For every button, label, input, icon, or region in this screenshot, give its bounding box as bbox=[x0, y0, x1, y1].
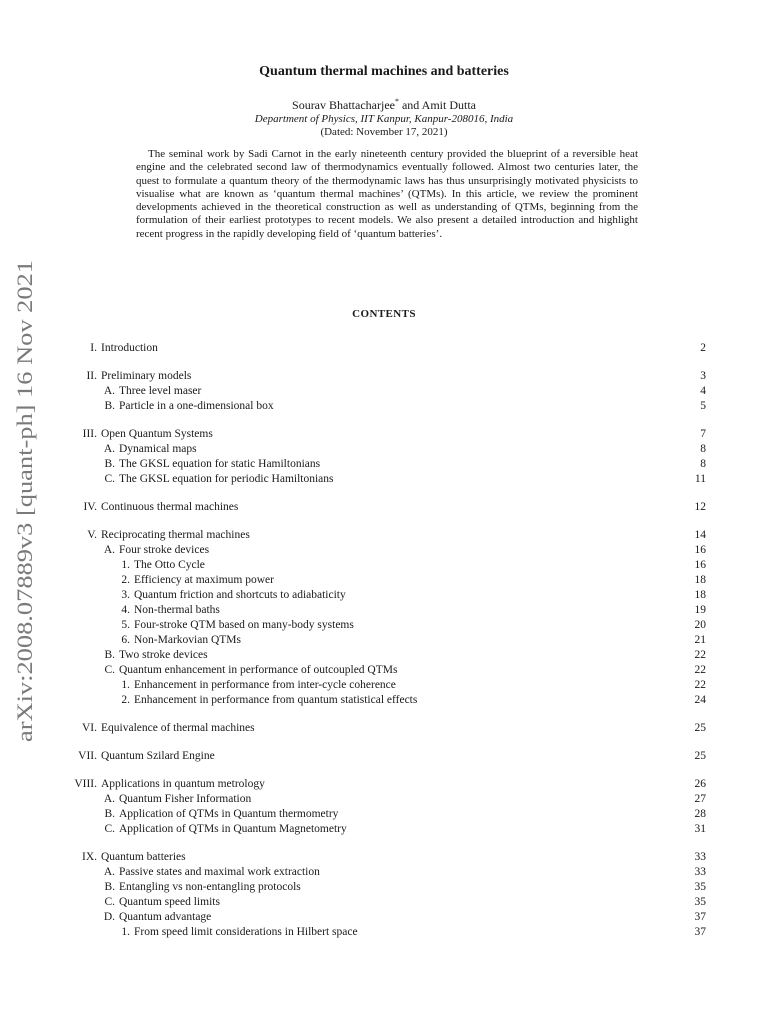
toc-entry-label: Quantum Szilard Engine bbox=[101, 750, 215, 762]
toc-entry[interactable] bbox=[0, 472, 768, 487]
toc-entry-number: D. bbox=[103, 911, 115, 923]
toc-entry-number: 1. bbox=[121, 926, 130, 938]
toc-entry-number: VII. bbox=[78, 750, 97, 762]
toc-entry[interactable] bbox=[0, 384, 768, 399]
toc-entry-number: 3. bbox=[121, 589, 130, 601]
abstract: The seminal work by Sadi Carnot in the early nineteenth century provided the blueprint of a reversible heat engine and the celebrated second law of thermodynamics eventually followed. Almost two centuries later, the quest to formulate a quantum theory of the thermodynamic laws has thus unsurprisingly motivated physicists to visualise what are known as ‘quantum thermal machines’ (QTMs). In this article, we review the prominent developments achieved in the theoretical construction as well as understanding of QTMs, beginning from the formulation of their earliest prototypes to recent models. We also present a detailed introduction and highlight recent progress in the rapidly developing field of ‘quantum batteries’. bbox=[136, 148, 638, 240]
toc-entry-label: Non-thermal baths bbox=[134, 604, 220, 616]
toc-entry-number: III. bbox=[82, 428, 97, 440]
toc-entry-number: A. bbox=[103, 866, 115, 878]
toc-entry-page: 22 bbox=[694, 679, 706, 691]
toc-entry-number: B. bbox=[104, 400, 115, 412]
toc-entry-page: 3 bbox=[700, 370, 706, 382]
toc-entry[interactable] bbox=[0, 618, 768, 633]
author-conjunction: and bbox=[398, 98, 422, 112]
toc-entry-label: Four-stroke QTM based on many-body systems bbox=[134, 619, 354, 631]
paper-title: Quantum thermal machines and batteries bbox=[259, 64, 509, 79]
toc-entry-label: The GKSL equation for static Hamiltonians bbox=[119, 458, 321, 470]
affiliation: Department of Physics, IIT Kanpur, Kanpur-208016, India bbox=[254, 113, 514, 125]
toc-entry-number: 5. bbox=[121, 619, 130, 631]
toc-entry[interactable] bbox=[0, 777, 768, 792]
toc-entry[interactable] bbox=[0, 442, 768, 457]
toc-entry-label: Quantum enhancement in performance of outcoupled QTMs bbox=[119, 664, 398, 676]
toc-entry-number: A. bbox=[103, 544, 115, 556]
date-line: (Dated: November 17, 2021) bbox=[320, 126, 448, 138]
toc-entry[interactable] bbox=[0, 880, 768, 895]
toc-entry-label: The GKSL equation for periodic Hamiltonians bbox=[119, 473, 334, 485]
toc-entry-page: 33 bbox=[694, 866, 706, 878]
arxiv-stamp-text: arXiv:2008.07889v3 [quant-ph] 16 Nov 2021 bbox=[12, 340, 37, 742]
toc-entry[interactable] bbox=[0, 457, 768, 472]
toc-entry[interactable] bbox=[0, 369, 768, 384]
corresponding-author-mark: * bbox=[394, 97, 399, 106]
toc-entry-label: From speed limit considerations in Hilbert space bbox=[134, 926, 358, 938]
toc-entry-page: 16 bbox=[694, 559, 706, 571]
toc-entry-page: 37 bbox=[694, 926, 706, 938]
toc-entry[interactable] bbox=[0, 528, 768, 543]
toc-entry-number: 1. bbox=[121, 559, 130, 571]
author-line bbox=[0, 97, 768, 113]
toc-entry[interactable] bbox=[0, 603, 768, 618]
toc-entry-page: 12 bbox=[694, 501, 706, 513]
toc-entry-number: A. bbox=[103, 443, 115, 455]
toc-entry-label: Efficiency at maximum power bbox=[134, 574, 274, 586]
toc-entry-page: 22 bbox=[694, 649, 706, 661]
toc-entry-page: 2 bbox=[700, 342, 706, 354]
toc-entry[interactable] bbox=[0, 910, 768, 925]
toc-entry-label: The Otto Cycle bbox=[134, 559, 205, 571]
toc-entry-page: 35 bbox=[694, 896, 706, 908]
toc-entry-number: B. bbox=[104, 458, 115, 470]
toc-entry-label: Non-Markovian QTMs bbox=[134, 634, 241, 646]
toc-entry[interactable] bbox=[0, 850, 768, 865]
toc-entry[interactable] bbox=[0, 721, 768, 736]
toc-entry[interactable] bbox=[0, 633, 768, 648]
toc-entry-number: A. bbox=[103, 793, 115, 805]
toc-entry-label: Two stroke devices bbox=[119, 649, 208, 661]
toc-entry-label: Enhancement in performance from quantum statistical effects bbox=[134, 694, 418, 706]
toc-entry-label: Quantum speed limits bbox=[119, 896, 220, 908]
toc-entry[interactable] bbox=[0, 822, 768, 837]
toc-entry[interactable] bbox=[0, 558, 768, 573]
toc-entry-number: IX. bbox=[81, 851, 97, 863]
toc-entry-number: I. bbox=[90, 342, 97, 354]
toc-entry-label: Quantum friction and shortcuts to adiabaticity bbox=[134, 589, 346, 601]
toc-entry-page: 24 bbox=[694, 694, 706, 706]
toc-entry-page: 8 bbox=[700, 443, 706, 455]
toc-entry-number: IV. bbox=[83, 501, 97, 513]
toc-entry-label: Introduction bbox=[101, 342, 158, 354]
toc-entry[interactable] bbox=[0, 865, 768, 880]
toc-entry-label: Four stroke devices bbox=[119, 544, 210, 556]
toc-entry-number: C. bbox=[104, 823, 115, 835]
toc-entry[interactable] bbox=[0, 341, 768, 356]
toc-entry-page: 7 bbox=[700, 428, 706, 440]
toc-entry-label: Applications in quantum metrology bbox=[101, 778, 265, 790]
toc-entry-page: 5 bbox=[700, 400, 706, 412]
author-name: Sourav Bhattacharjee bbox=[292, 98, 395, 112]
toc-entry-label: Dynamical maps bbox=[119, 443, 197, 455]
toc-entry-label: Preliminary models bbox=[101, 370, 192, 382]
toc-entry-page: 19 bbox=[694, 604, 706, 616]
toc-entry-page: 21 bbox=[694, 634, 706, 646]
toc-entry-page: 20 bbox=[694, 619, 706, 631]
toc-entry-label: Application of QTMs in Quantum thermometry bbox=[119, 808, 339, 820]
toc-entry[interactable] bbox=[0, 500, 768, 515]
toc-entry-page: 11 bbox=[694, 473, 706, 485]
toc-entry[interactable] bbox=[0, 399, 768, 414]
toc-entry-label: Open Quantum Systems bbox=[101, 428, 213, 440]
toc-entry[interactable] bbox=[0, 543, 768, 558]
toc-entry-page: 8 bbox=[700, 458, 706, 470]
toc-entry-page: 18 bbox=[694, 574, 706, 586]
toc-entry-number: B. bbox=[104, 881, 115, 893]
toc-entry-number: B. bbox=[104, 808, 115, 820]
toc-entry[interactable] bbox=[0, 663, 768, 678]
toc-entry-label: Enhancement in performance from inter-cycle coherence bbox=[134, 679, 396, 691]
toc-entry[interactable] bbox=[0, 588, 768, 603]
toc-entry-number: C. bbox=[104, 896, 115, 908]
toc-entry-label: Quantum batteries bbox=[101, 851, 186, 863]
toc-entry-label: Particle in a one-dimensional box bbox=[119, 400, 274, 412]
toc-entry[interactable] bbox=[0, 573, 768, 588]
toc-entry-label: Continuous thermal machines bbox=[101, 501, 239, 513]
toc-entry-number: A. bbox=[103, 385, 115, 397]
author-name: Amit Dutta bbox=[421, 98, 476, 112]
toc-entry-number: 1. bbox=[121, 679, 130, 691]
toc-entry-page: 27 bbox=[694, 793, 706, 805]
toc-entry[interactable] bbox=[0, 807, 768, 822]
toc-entry[interactable] bbox=[0, 792, 768, 807]
toc-entry[interactable] bbox=[0, 895, 768, 910]
toc-entry-number: 4. bbox=[121, 604, 130, 616]
toc-entry-page: 22 bbox=[694, 664, 706, 676]
toc-entry-number: C. bbox=[104, 473, 115, 485]
toc-entry-label: Entangling vs non-entangling protocols bbox=[119, 881, 301, 893]
toc-entry-number: 2. bbox=[121, 694, 130, 706]
toc-entry-page: 33 bbox=[694, 851, 706, 863]
toc-entry-number: C. bbox=[104, 664, 115, 676]
toc-entry-number: VI. bbox=[81, 722, 97, 734]
toc-entry-label: Passive states and maximal work extraction bbox=[119, 866, 320, 878]
toc-entry[interactable] bbox=[0, 427, 768, 442]
toc-entry-page: 28 bbox=[694, 808, 706, 820]
toc-entry-number: VIII. bbox=[74, 778, 97, 790]
toc-entry-page: 25 bbox=[694, 722, 706, 734]
toc-entry-label: Reciprocating thermal machines bbox=[101, 529, 250, 541]
toc-entry-page: 25 bbox=[694, 750, 706, 762]
toc-entry-label: Three level maser bbox=[119, 385, 202, 397]
toc-entry-label: Application of QTMs in Quantum Magnetometry bbox=[119, 823, 347, 835]
toc-entry-page: 18 bbox=[694, 589, 706, 601]
toc-entry-label: Quantum advantage bbox=[119, 911, 212, 923]
toc-entry-page: 37 bbox=[694, 911, 706, 923]
toc-entry-number: V. bbox=[87, 529, 97, 541]
toc-entry-number: II. bbox=[86, 370, 97, 382]
toc-entry-number: 2. bbox=[121, 574, 130, 586]
toc-entry-page: 4 bbox=[700, 385, 706, 397]
toc-entry-number: 6. bbox=[121, 634, 130, 646]
toc-entry-page: 31 bbox=[694, 823, 706, 835]
toc-entry[interactable] bbox=[0, 749, 768, 764]
toc-entry-page: 16 bbox=[694, 544, 706, 556]
toc-entry-page: 14 bbox=[694, 529, 706, 541]
contents-heading: CONTENTS bbox=[352, 308, 416, 320]
toc-entry[interactable] bbox=[0, 648, 768, 663]
toc-entry[interactable] bbox=[0, 693, 768, 708]
toc-entry-number: B. bbox=[104, 649, 115, 661]
toc-entry-page: 35 bbox=[694, 881, 706, 893]
toc-entry[interactable] bbox=[0, 925, 768, 940]
toc-entry-label: Quantum Fisher Information bbox=[119, 793, 252, 805]
toc-entry-page: 26 bbox=[694, 778, 706, 790]
toc-entry-label: Equivalence of thermal machines bbox=[101, 722, 255, 734]
toc-entry[interactable] bbox=[0, 678, 768, 693]
